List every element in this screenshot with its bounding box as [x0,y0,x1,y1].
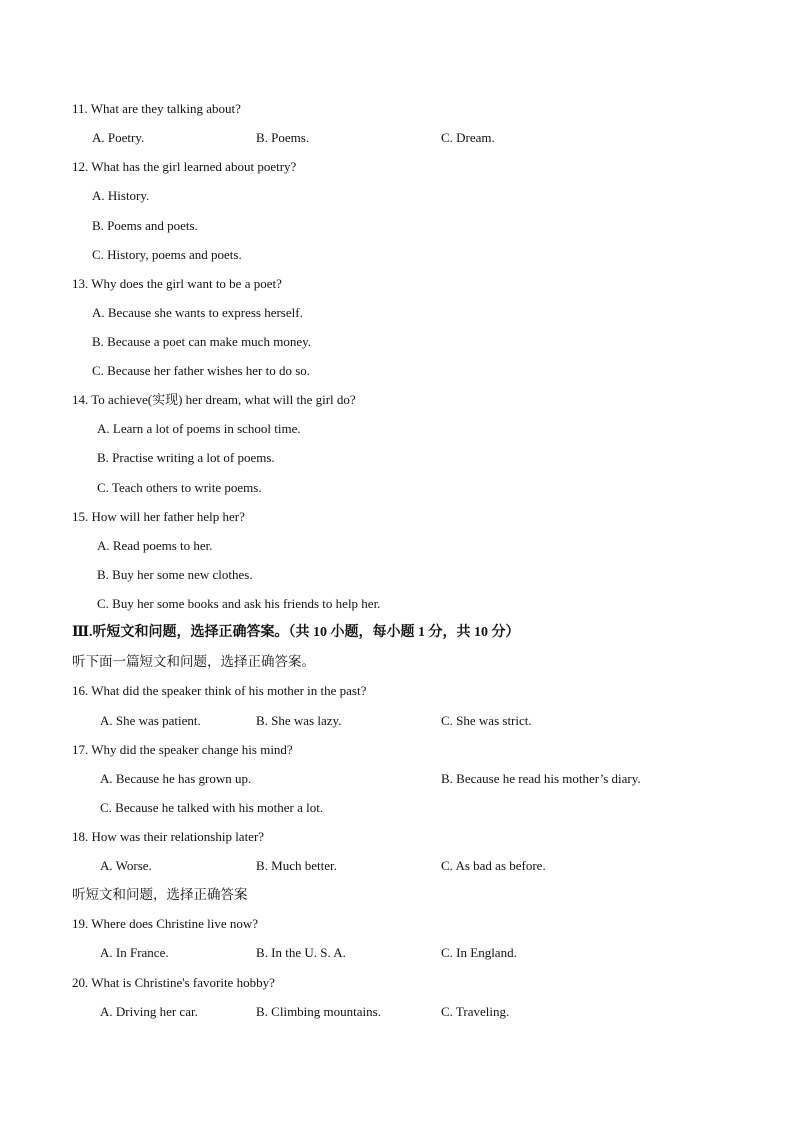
q16-option-c: C. She was strict. [441,713,532,728]
question-17: 17. Why did the speaker change his mind? [72,742,293,757]
q17-option-b: B. Because he read his mother’s diary. [441,771,641,786]
q14-option-c: C. Teach others to write poems. [97,480,262,495]
q17-option-c: C. Because he talked with his mother a lot. [100,800,324,815]
question-15: 15. How will her father help her? [72,509,245,524]
q11-option-a: A. Poetry. [92,130,145,145]
question-11: 11. What are they talking about? [72,101,241,116]
section-3-instruction-1: 听下面一篇短文和问题，选择正确答案。 [72,654,315,669]
q17-option-a: A. Because he has grown up. [100,771,252,786]
q11-option-c: C. Dream. [441,130,495,145]
question-14: 14. To achieve(实现) her dream, what will the girl do? [72,392,356,407]
q12-option-c: C. History, poems and poets. [92,247,242,262]
q18-option-c: C. As bad as before. [441,858,546,873]
q18-option-b: B. Much better. [256,858,337,873]
q11-option-b: B. Poems. [256,130,310,145]
q16-option-b: B. She was lazy. [256,713,342,728]
q12-option-a: A. History. [92,188,150,203]
q14-option-b: B. Practise writing a lot of poems. [97,450,275,465]
q13-option-c: C. Because her father wishes her to do so. [92,363,311,378]
q18-option-a: A. Worse. [100,858,152,873]
q19-option-a: A. In France. [100,945,169,960]
q19-option-c: C. In England. [441,945,517,960]
question-19: 19. Where does Christine live now? [72,916,259,931]
question-12: 12. What has the girl learned about poetry? [72,159,297,174]
q20-option-c: C. Traveling. [441,1004,510,1019]
question-16: 16. What did the speaker think of his mother in the past? [72,683,367,698]
question-13: 13. Why does the girl want to be a poet? [72,276,282,291]
q20-option-a: A. Driving her car. [100,1004,198,1019]
section-3-instruction-2: 听短文和问题，选择正确答案 [72,887,248,902]
q13-option-a: A. Because she wants to express herself. [92,305,303,320]
q16-option-a: A. She was patient. [100,713,201,728]
question-20: 20. What is Christine's favorite hobby? [72,975,275,990]
q15-option-a: A. Read poems to her. [97,538,213,553]
section-3-title: Ⅲ.听短文和问题，选择正确答案。（共 10 小题，每小题 1 分，共 10 分） [72,625,520,640]
q13-option-b: B. Because a poet can make much money. [92,334,311,349]
question-18: 18. How was their relationship later? [72,829,265,844]
q19-option-b: B. In the U. S. A. [256,945,346,960]
q14-option-a: A. Learn a lot of poems in school time. [97,421,301,436]
q15-option-b: B. Buy her some new clothes. [97,567,253,582]
q20-option-b: B. Climbing mountains. [256,1004,381,1019]
q12-option-b: B. Poems and poets. [92,218,198,233]
q15-option-c: C. Buy her some books and ask his friends to help her. [97,596,381,611]
